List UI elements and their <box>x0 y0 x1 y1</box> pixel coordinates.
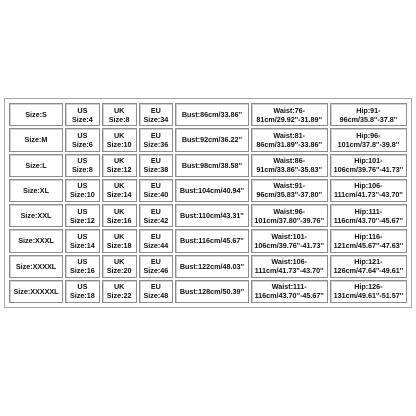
uk-size-cell: UK Size:22 <box>102 280 137 303</box>
bust-cell: Bust:92cm/36.22'' <box>175 128 248 151</box>
us-size-cell: US Size:16 <box>65 255 100 278</box>
us-size-cell: US Size:4 <box>65 103 100 126</box>
us-size-cell: US Size:18 <box>65 280 100 303</box>
uk-size-cell: UK Size:18 <box>102 229 137 252</box>
size-cell: Size:L <box>9 154 63 177</box>
bust-cell: Bust:116cm/45.67'' <box>175 229 248 252</box>
uk-size-cell: UK Size:20 <box>102 255 137 278</box>
bust-cell: Bust:86cm/33.86'' <box>175 103 248 126</box>
uk-size-cell: UK Size:14 <box>102 179 137 202</box>
uk-size-cell: UK Size:10 <box>102 128 137 151</box>
size-cell: Size:M <box>9 128 63 151</box>
size-table <box>7 101 409 305</box>
bust-cell: Bust:104cm/40.94'' <box>175 179 248 202</box>
eu-size-cell: EU Size:34 <box>139 103 174 126</box>
eu-size-cell: EU Size:42 <box>139 204 174 227</box>
table-row <box>9 103 407 126</box>
waist-cell: Waist:76-81cm/29.92''-31.89'' <box>251 103 328 126</box>
us-size-cell: US Size:6 <box>65 128 100 151</box>
size-cell: Size:XXXXXL <box>9 280 63 303</box>
bust-cell: Bust:122cm/48.03'' <box>175 255 248 278</box>
us-size-cell: US Size:10 <box>65 179 100 202</box>
waist-cell: Waist:111-116cm/43.70''-45.67'' <box>251 280 328 303</box>
bust-cell: Bust:128cm/50.39'' <box>175 280 248 303</box>
size-cell: Size:S <box>9 103 63 126</box>
size-cell: Size:XL <box>9 179 63 202</box>
waist-cell: Waist:106-111cm/41.73''-43.70'' <box>251 255 328 278</box>
eu-size-cell: EU Size:48 <box>139 280 174 303</box>
hip-cell: Hip:101-106cm/39.76''-41.73'' <box>330 154 407 177</box>
table-row <box>9 280 407 303</box>
eu-size-cell: EU Size:38 <box>139 154 174 177</box>
hip-cell: Hip:91-96cm/35.8''-37.8'' <box>330 103 407 126</box>
size-cell: Size:XXXL <box>9 229 63 252</box>
table-row <box>9 179 407 202</box>
hip-cell: Hip:116-121cm/45.67''-47.63'' <box>330 229 407 252</box>
bust-cell: Bust:98cm/38.58'' <box>175 154 248 177</box>
waist-cell: Waist:81-86cm/31.89''-33.86'' <box>251 128 328 151</box>
hip-cell: Hip:96-101cm/37.8''-39.8'' <box>330 128 407 151</box>
hip-cell: Hip:106-111cm/41.73''-43.70'' <box>330 179 407 202</box>
size-cell: Size:XXXXL <box>9 255 63 278</box>
size-cell: Size:XXL <box>9 204 63 227</box>
uk-size-cell: UK Size:8 <box>102 103 137 126</box>
table-row <box>9 229 407 252</box>
eu-size-cell: EU Size:40 <box>139 179 174 202</box>
hip-cell: Hip:111-116cm/43.70''-45.67'' <box>330 204 407 227</box>
size-chart <box>4 98 412 308</box>
us-size-cell: US Size:8 <box>65 154 100 177</box>
waist-cell: Waist:91-96cm/35.83''-37.80'' <box>251 179 328 202</box>
uk-size-cell: UK Size:12 <box>102 154 137 177</box>
uk-size-cell: UK Size:16 <box>102 204 137 227</box>
hip-cell: Hip:126-131cm/49.61''-51.57'' <box>330 280 407 303</box>
table-row <box>9 128 407 151</box>
table-row <box>9 255 407 278</box>
hip-cell: Hip:121-126cm/47.64''-49.61'' <box>330 255 407 278</box>
waist-cell: Waist:96-101cm/37.80''-39.76'' <box>251 204 328 227</box>
waist-cell: Waist:101-106cm/39.76''-41.73'' <box>251 229 328 252</box>
us-size-cell: US Size:12 <box>65 204 100 227</box>
eu-size-cell: EU Size:44 <box>139 229 174 252</box>
table-row <box>9 204 407 227</box>
eu-size-cell: EU Size:36 <box>139 128 174 151</box>
table-row <box>9 154 407 177</box>
waist-cell: Waist:86-91cm/33.86''-35.83'' <box>251 154 328 177</box>
eu-size-cell: EU Size:46 <box>139 255 174 278</box>
us-size-cell: US Size:14 <box>65 229 100 252</box>
bust-cell: Bust:110cm/43.31'' <box>175 204 248 227</box>
